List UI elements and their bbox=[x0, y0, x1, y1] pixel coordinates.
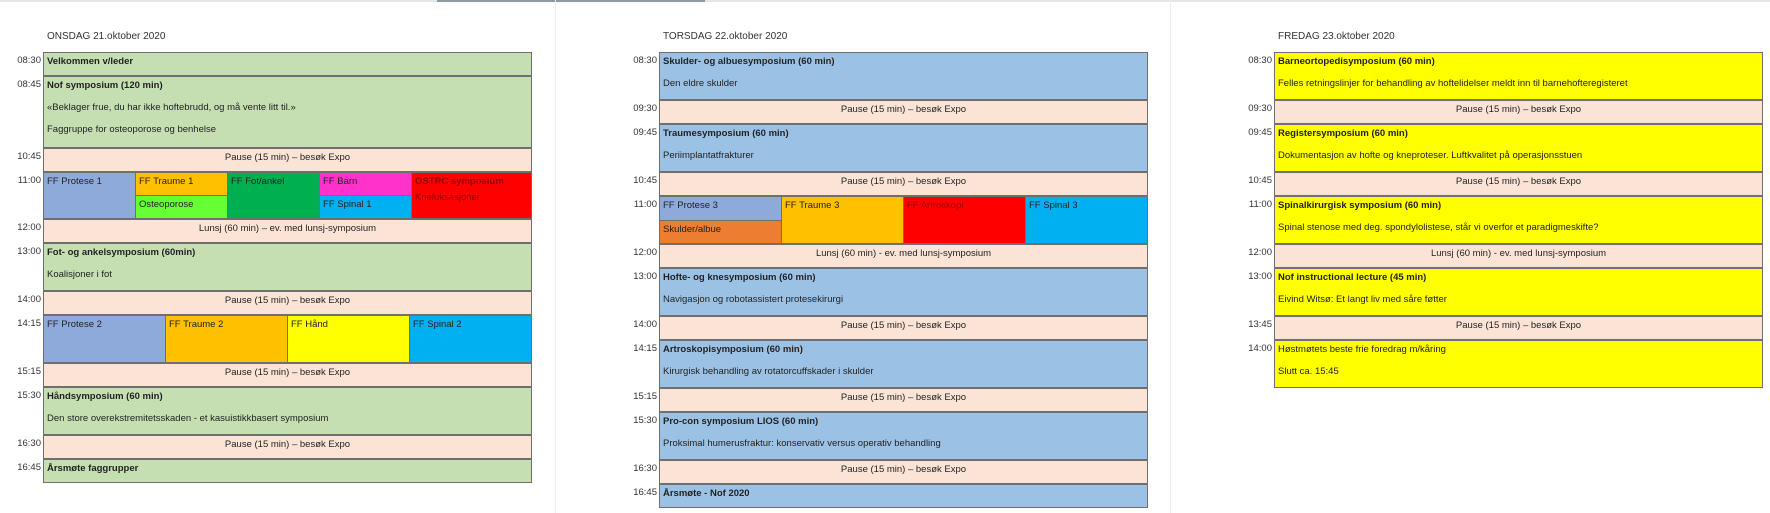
session-title: Traumesymposium (60 min) bbox=[663, 128, 789, 139]
session-ff-spinal-1[interactable] bbox=[319, 195, 412, 219]
pause-label: Pause (15 min) – besøk Expo bbox=[224, 152, 351, 163]
time-label: 11:00 bbox=[17, 175, 41, 186]
session-title: Registersymposium (60 min) bbox=[1278, 128, 1408, 139]
session-subtitle: «Beklager frue, du har ikke hoftebrudd, og må vente litt til.» bbox=[47, 102, 296, 113]
session-title: Nof symposium (120 min) bbox=[47, 80, 163, 91]
time-label: 15:30 bbox=[17, 390, 41, 401]
time-label: 13:00 bbox=[633, 271, 657, 282]
session-title: FF Barn bbox=[323, 176, 358, 187]
session-title: FF Traume 1 bbox=[139, 176, 194, 187]
session-title: Spinalkirurgisk symposium (60 min) bbox=[1278, 200, 1442, 211]
pause-label: Pause (15 min) – besøk Expo bbox=[1455, 104, 1582, 115]
session-ff-protese-2[interactable] bbox=[43, 315, 166, 363]
session-ff-protese-3[interactable] bbox=[659, 196, 782, 221]
time-label: 12:00 bbox=[633, 247, 657, 258]
session-title: Årsmøte - Nof 2020 bbox=[663, 488, 750, 499]
session-title: Barneortopedisymposium (60 min) bbox=[1278, 56, 1435, 67]
pause-row bbox=[1274, 100, 1763, 124]
time-label: 14:00 bbox=[17, 294, 41, 305]
session-ff-traume-3[interactable] bbox=[781, 196, 904, 244]
scrollbar-thumb[interactable] bbox=[437, 0, 705, 2]
pause-row bbox=[659, 388, 1148, 412]
session-handsymposium[interactable] bbox=[43, 387, 532, 435]
session-skulder-albue-ff[interactable] bbox=[659, 220, 782, 244]
session-title: Hofte- og knesymposium (60 min) bbox=[663, 272, 816, 283]
time-label: 12:00 bbox=[17, 222, 41, 233]
session-ff-fot-ankel[interactable] bbox=[227, 172, 320, 219]
time-label: 15:15 bbox=[633, 391, 657, 402]
session-title: Fot- og ankelsymposium (60min) bbox=[47, 247, 196, 258]
session-title: Velkommen v/leder bbox=[47, 56, 134, 67]
session-title: FF Traume 2 bbox=[169, 319, 224, 330]
session-nof-symposium[interactable] bbox=[43, 76, 532, 148]
column-divider bbox=[1170, 0, 1171, 513]
session-spinalkirurgisk[interactable] bbox=[1274, 196, 1763, 244]
session-subtitle: Eivind Witsø: Et langt liv med såre føtter bbox=[1278, 294, 1447, 305]
time-label: 14:00 bbox=[1248, 343, 1272, 354]
time-label: 09:45 bbox=[1248, 127, 1272, 138]
session-subtitle: Slutt ca. 15:45 bbox=[1278, 366, 1339, 377]
session-pro-con-lios[interactable] bbox=[659, 412, 1148, 460]
pause-row bbox=[43, 291, 532, 315]
time-label: 13:00 bbox=[17, 246, 41, 257]
pause-row bbox=[1274, 316, 1763, 340]
column-divider bbox=[555, 0, 556, 513]
pause-row bbox=[43, 435, 532, 459]
session-title: Artroskopisymposium (60 min) bbox=[663, 344, 803, 355]
session-title: FF Protese 1 bbox=[47, 176, 102, 187]
pause-label: Pause (15 min) – besøk Expo bbox=[840, 176, 967, 187]
session-subtitle: Periimplantatfrakturer bbox=[663, 150, 754, 161]
session-title: FF Spinal 3 bbox=[1029, 200, 1078, 211]
lunch-label: Lunsj (60 min) - ev. med lunsj-symposium bbox=[815, 248, 992, 259]
session-title: FF Protese 3 bbox=[663, 200, 718, 211]
session-fot-ankel-symposium[interactable] bbox=[43, 243, 532, 291]
session-beste-frie-foredrag[interactable] bbox=[1274, 340, 1763, 388]
session-title: Osteoporose bbox=[139, 199, 194, 210]
session-title: Høstmøtets beste frie foredrag m/kåring bbox=[1278, 344, 1446, 355]
time-label: 16:45 bbox=[17, 462, 41, 473]
session-title: OSTRC symposium bbox=[415, 176, 504, 187]
time-label: 11:00 bbox=[1248, 199, 1272, 210]
session-ff-traume-2[interactable] bbox=[165, 315, 288, 363]
lunch-label: Lunsj (60 min) - ev. med lunsj-symposium bbox=[1430, 248, 1607, 259]
session-title: Årsmøte faggrupper bbox=[47, 463, 139, 474]
time-label: 14:00 bbox=[633, 319, 657, 330]
pause-label: Pause (15 min) – besøk Expo bbox=[224, 439, 351, 450]
session-barneortopedi[interactable] bbox=[1274, 52, 1763, 100]
time-label: 09:45 bbox=[633, 127, 657, 138]
time-label: 09:30 bbox=[1248, 103, 1272, 114]
lunch-row bbox=[43, 219, 532, 243]
session-ff-artroskopi[interactable] bbox=[903, 196, 1026, 244]
parallel-sessions bbox=[659, 196, 1148, 244]
session-arsmote-nof[interactable] bbox=[659, 484, 1148, 508]
session-subtitle: Kneluksasjoner bbox=[415, 192, 480, 203]
session-ostrc-symposium[interactable] bbox=[411, 172, 532, 219]
session-subtitle: Spinal stenose med deg. spondylolistese, står vi overfor et paradigmeskifte? bbox=[1278, 222, 1599, 233]
session-ff-spinal-3[interactable] bbox=[1025, 196, 1148, 244]
time-label: 16:30 bbox=[17, 438, 41, 449]
pause-label: Pause (15 min) – besøk Expo bbox=[1455, 176, 1582, 187]
pause-label: Pause (15 min) – besøk Expo bbox=[1455, 320, 1582, 331]
session-subtitle: Den eldre skulder bbox=[663, 78, 738, 89]
session-registersymposium[interactable] bbox=[1274, 124, 1763, 172]
session-title: Pro-con symposium LIOS (60 min) bbox=[663, 416, 819, 427]
session-osteoporose[interactable] bbox=[135, 195, 228, 219]
time-label: 10:45 bbox=[1248, 175, 1272, 186]
session-title: Skulder- og albuesymposium (60 min) bbox=[663, 56, 835, 67]
time-label: 14:15 bbox=[633, 343, 657, 354]
pause-label: Pause (15 min) – besøk Expo bbox=[224, 295, 351, 306]
parallel-sessions bbox=[43, 172, 532, 219]
pause-label: Pause (15 min) – besøk Expo bbox=[840, 464, 967, 475]
top-scrollbar[interactable] bbox=[0, 0, 1770, 2]
session-subtitle: Navigasjon og robotassistert protesekirurgi bbox=[663, 294, 844, 305]
session-traumesymposium[interactable] bbox=[659, 124, 1148, 172]
time-label: 16:30 bbox=[633, 463, 657, 474]
time-label: 14:15 bbox=[17, 318, 41, 329]
parallel-sessions bbox=[43, 315, 532, 363]
time-label: 12:00 bbox=[1248, 247, 1272, 258]
day-title: TORSDAG 22.oktober 2020 bbox=[663, 31, 788, 42]
pause-row bbox=[659, 316, 1148, 340]
pause-label: Pause (15 min) – besøk Expo bbox=[840, 392, 967, 403]
session-title: FF Fot/ankel bbox=[231, 176, 285, 187]
pause-row bbox=[659, 460, 1148, 484]
pause-row bbox=[43, 148, 532, 172]
time-label: 08:30 bbox=[17, 55, 41, 66]
time-label: 15:30 bbox=[633, 415, 657, 426]
session-hofte-kne[interactable] bbox=[659, 268, 1148, 316]
time-label: 15:15 bbox=[17, 366, 41, 377]
session-title: FF Artroskopi bbox=[907, 200, 964, 211]
session-ff-spinal-2[interactable] bbox=[409, 315, 532, 363]
pause-label: Pause (15 min) – besøk Expo bbox=[840, 320, 967, 331]
time-label: 11:00 bbox=[633, 199, 657, 210]
session-arsmote-faggrupper[interactable] bbox=[43, 459, 532, 483]
session-title: FF Protese 2 bbox=[47, 319, 102, 330]
time-label: 08:45 bbox=[17, 79, 41, 90]
session-subtitle: Koalisjoner i fot bbox=[47, 269, 112, 280]
pause-row bbox=[659, 172, 1148, 196]
session-title: Nof instructional lecture (45 min) bbox=[1278, 272, 1427, 283]
session-title: FF Spinal 2 bbox=[413, 319, 462, 330]
session-title: Håndsymposium (60 min) bbox=[47, 391, 163, 402]
session-ff-barn[interactable] bbox=[319, 172, 412, 196]
pause-row bbox=[1274, 172, 1763, 196]
session-skulder-albue[interactable] bbox=[659, 52, 1148, 100]
session-subtitle: Kirurgisk behandling av rotatorcuffskader i skulder bbox=[663, 366, 874, 377]
session-title: FF Traume 3 bbox=[785, 200, 840, 211]
session-ff-protese-1[interactable] bbox=[43, 172, 136, 219]
lunch-row bbox=[1274, 244, 1763, 268]
session-title: FF Hånd bbox=[291, 319, 328, 330]
time-label: 16:45 bbox=[633, 487, 657, 498]
session-subtitle: Felles retningslinjer for behandling av hoftelidelser meldt inn til barnehofteregisteret bbox=[1278, 78, 1628, 89]
day-title: ONSDAG 21.oktober 2020 bbox=[47, 31, 166, 42]
session-subtitle: Den store overekstremitetsskaden - et kasuistikkbasert symposium bbox=[47, 413, 329, 424]
session-subtitle: Faggruppe for osteoporose og benhelse bbox=[47, 124, 217, 135]
session-subtitle: Dokumentasjon av hofte og kneproteser. Luftkvalitet på operasjonsstuen bbox=[1278, 150, 1583, 161]
session-title: Skulder/albue bbox=[663, 224, 722, 235]
session-ff-hand[interactable] bbox=[287, 315, 410, 363]
lunch-row bbox=[659, 244, 1148, 268]
pause-label: Pause (15 min) – besøk Expo bbox=[224, 367, 351, 378]
lunch-label: Lunsj (60 min) – ev. med lunsj-symposium bbox=[198, 223, 377, 234]
time-label: 13:00 bbox=[1248, 271, 1272, 282]
time-label: 08:30 bbox=[633, 55, 657, 66]
day-title: FREDAG 23.oktober 2020 bbox=[1278, 31, 1395, 42]
time-label: 13:45 bbox=[1248, 319, 1272, 330]
time-label: 08:30 bbox=[1248, 55, 1272, 66]
time-label: 10:45 bbox=[17, 151, 41, 162]
time-label: 10:45 bbox=[633, 175, 657, 186]
session-nof-instructional-lecture[interactable] bbox=[1274, 268, 1763, 316]
session-subtitle: Proksimal humerusfraktur: konservativ versus operativ behandling bbox=[663, 438, 941, 449]
pause-row bbox=[659, 100, 1148, 124]
session-ff-traume-1[interactable] bbox=[135, 172, 228, 196]
pause-label: Pause (15 min) – besøk Expo bbox=[840, 104, 967, 115]
time-label: 09:30 bbox=[633, 103, 657, 114]
pause-row bbox=[43, 363, 532, 387]
session-title: FF Spinal 1 bbox=[323, 199, 372, 210]
session-artroskopisymposium[interactable] bbox=[659, 340, 1148, 388]
session-welcome[interactable] bbox=[43, 52, 532, 76]
